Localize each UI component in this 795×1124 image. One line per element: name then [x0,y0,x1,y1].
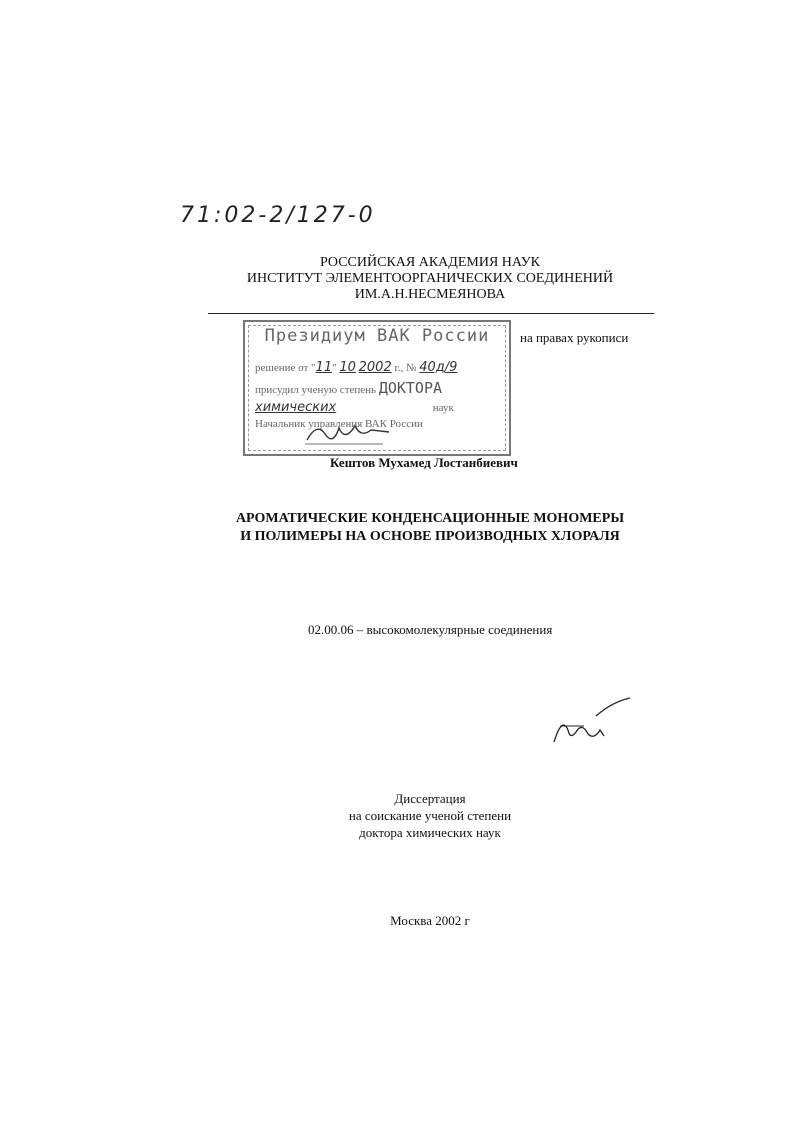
institution-line-2: ИНСТИТУТ ЭЛЕМЕНТООРГАНИЧЕСКИХ СОЕДИНЕНИЙ [246,271,614,286]
stamp-field-row [255,400,501,415]
stamp-signature-icon [303,418,393,448]
title-line-1: АРОМАТИЧЕСКИЕ КОНДЕНСАЦИОННЫЕ МОНОМЕРЫ [235,511,625,526]
stamp-number: 40д/9 [419,360,458,375]
institution-line-1: РОССИЙСКАЯ АКАДЕМИЯ НАУК [319,255,541,270]
stamp-year: 2002 [358,360,392,375]
dissertation-line-3: доктора химических наук [359,825,501,840]
author-signature-icon [540,690,635,750]
dissertation-title [180,510,680,546]
stamp-field: химических [255,400,337,415]
place-and-year: Москва 2002 г [390,913,470,928]
stamp-degree-row [255,379,501,397]
stamp-degree: ДОКТОРА [378,379,443,397]
stamp-day: 11 [315,360,333,375]
dissertation-line-2: на соискание ученой степени [348,808,512,823]
dissertation-info [280,790,580,841]
handwritten-catalog-number: 71:02-2/127-0 [180,203,376,228]
specialty-code: 02.00.06 – высокомолекулярные соединения [308,622,553,637]
dissertation-line-1: Диссертация [394,791,466,806]
author-name: Кештов Мухамед Лостанбиевич [330,455,518,470]
stamp-decision-row: решение от "11" 10 2002 г., № 40д/9 [255,360,458,375]
stamp-head: Начальник управления ВАК России [255,418,423,430]
stamp-field-suffix: наук [432,402,454,414]
institution-line-3: ИМ.А.Н.НЕСМЕЯНОВА [354,287,506,302]
stamp-degree-prefix: присудил ученую степень [255,384,377,396]
stamp-title: Президиум ВАК России [264,326,490,346]
manuscript-rights-note: на правах рукописи [520,330,629,345]
header-divider [208,313,654,314]
institution-header [200,255,660,303]
stamp-number-prefix: г., № [394,362,417,374]
title-line-2: И ПОЛИМЕРЫ НА ОСНОВЕ ПРОИЗВОДНЫХ ХЛОРАЛЯ [240,529,620,544]
vak-stamp [243,320,511,456]
stamp-month: 10 [339,360,356,375]
stamp-decision-prefix: решение от " [255,362,316,374]
